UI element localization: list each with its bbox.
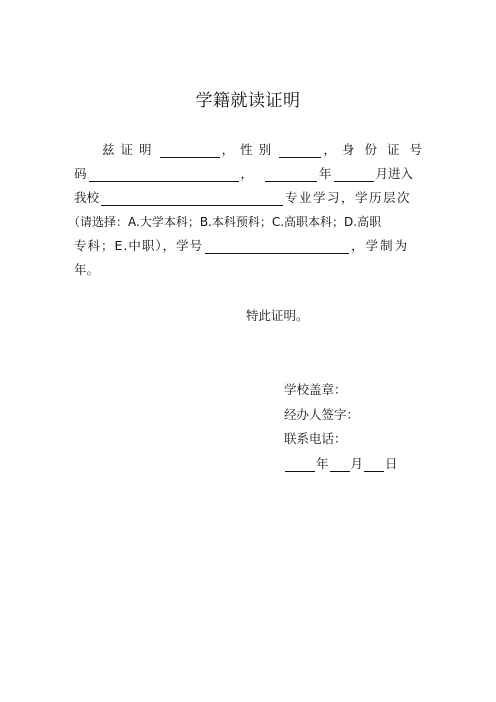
line-id-enroll-date: [74, 158, 422, 182]
date-year-label: 年: [316, 456, 329, 471]
label-certify: 兹证明: [102, 142, 158, 157]
label-month-enroll: 月进入: [375, 166, 414, 181]
line-student-id: [74, 230, 422, 254]
label-years: 年。: [74, 262, 100, 277]
education-level-options: （请选择：A.大学本科；B.本科预科；C.高职本科；D.高职: [68, 215, 382, 229]
name-blank[interactable]: [160, 142, 220, 158]
sep-comma: ，: [240, 166, 254, 181]
date-month-label: 月: [350, 456, 364, 471]
date-year-blank[interactable]: [285, 457, 315, 472]
seal-label: 学校盖章：: [284, 382, 347, 397]
signature-date: [284, 454, 398, 472]
label-code: 码: [74, 166, 87, 181]
id-number-blank[interactable]: [89, 166, 239, 182]
label-id-number: 身份证号: [341, 142, 432, 157]
label-our-school: 我校: [74, 190, 100, 205]
gender-blank[interactable]: [279, 142, 321, 158]
enroll-year-blank[interactable]: [265, 166, 317, 182]
label-year: 年: [319, 166, 332, 181]
line-major: [74, 182, 422, 206]
date-month-blank[interactable]: [330, 457, 350, 472]
student-id-blank[interactable]: [205, 238, 349, 254]
date-day-blank[interactable]: [364, 457, 384, 472]
phone-label: 联系电话：: [284, 431, 347, 446]
line-years: [74, 254, 422, 278]
label-duration: ，学制为: [351, 238, 410, 253]
sep-comma: ，: [323, 142, 342, 157]
major-blank[interactable]: [101, 190, 283, 206]
sep-comma: ，: [221, 142, 241, 157]
label-major-study: 专业学习，学历层次: [285, 190, 412, 205]
date-day-label: 日: [385, 456, 398, 471]
line-level-options: [68, 206, 422, 230]
closing-statement: 特此证明。: [246, 308, 309, 323]
line-name-gender-id: [74, 134, 432, 158]
document-title: 学籍就读证明: [195, 91, 301, 111]
label-student-id: 专科；E.中职），学号: [74, 238, 204, 253]
handler-signature-label: 经办人签字：: [284, 407, 360, 422]
enroll-month-blank[interactable]: [334, 166, 374, 182]
label-gender: 性别: [240, 142, 278, 157]
